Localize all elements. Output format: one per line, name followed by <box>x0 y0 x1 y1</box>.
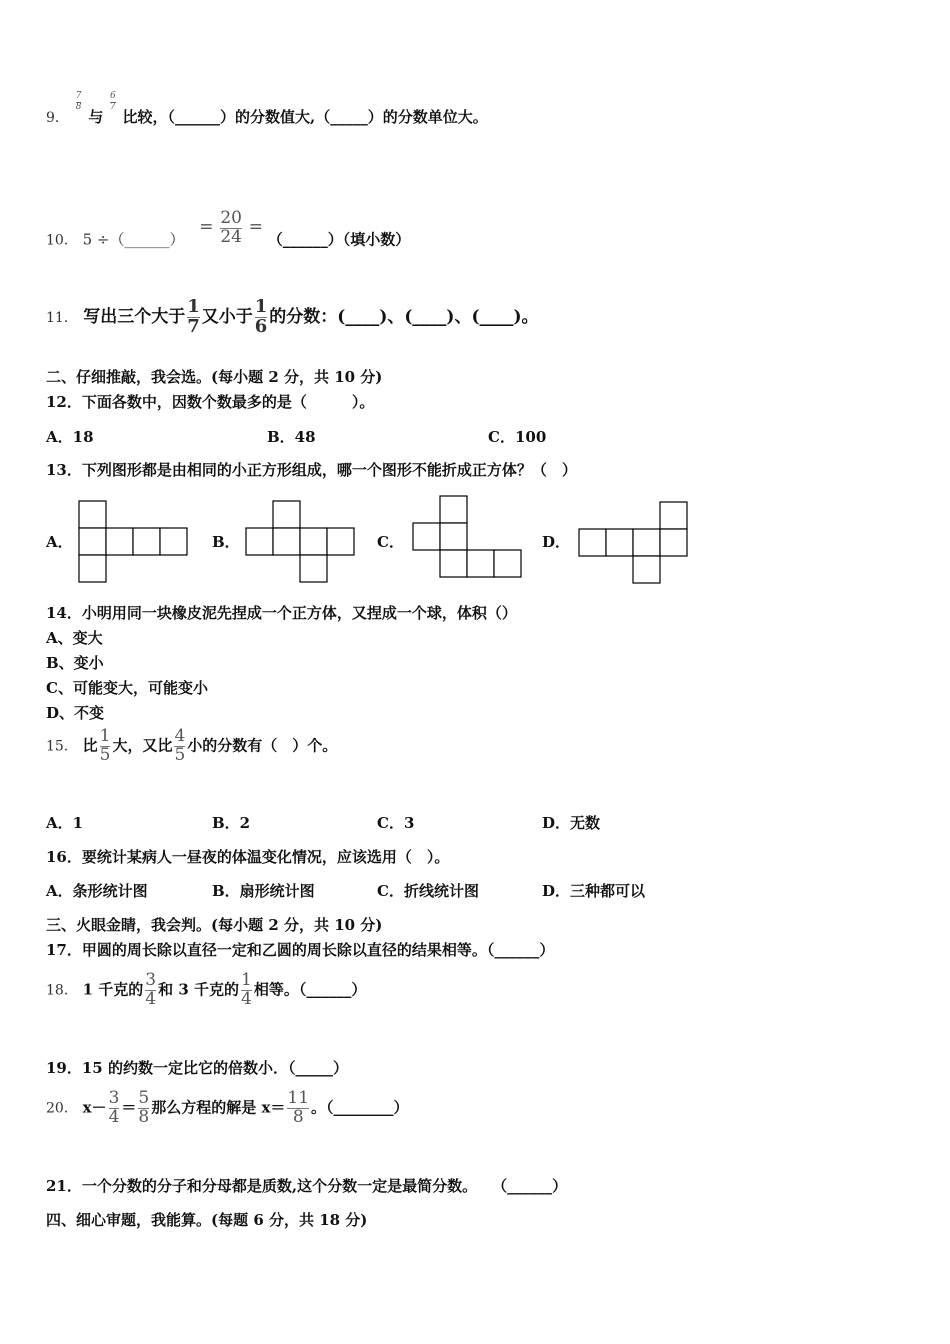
question-number: 9． <box>46 110 69 126</box>
fraction: $\frac{20}{24}$ <box>220 208 242 247</box>
section-4-heading: 四、细心审题，我能算。(每题 6 分，共 18 分) <box>46 1211 368 1229</box>
option-c: C．3 <box>377 814 415 832</box>
option-c: C．100 <box>488 428 547 446</box>
question-10: 10． 5 ÷（______） = $\frac{20}{24}$ = （______）（填小数） <box>46 208 411 249</box>
fraction: $\frac{1}{7}$ <box>187 296 200 337</box>
section-2-heading: 二、仔细推敲，我会选。(每小题 2 分，共 10 分) <box>46 368 383 386</box>
question-14: 14．小明用同一块橡皮泥先捏成一个正方体，又捏成一个球，体积（） <box>46 604 517 622</box>
option-b: B．扇形统计图 <box>212 882 315 900</box>
question-9: 9． $\frac{7}{8}$ 与 $\frac{6}{7}$ 比较，（______）的分数值大,（_____）的分数单位大。 <box>46 91 488 126</box>
question-18: 18． 1 千克的 $\frac{3}{4}$ 和 3 千克的 $\frac{1}{4}$ 相等。（______） <box>46 970 367 1009</box>
question-20: 20． x－ $\frac{3}{4}$ ＝ $\frac{5}{8}$ 那么方程的解是 x＝ $\frac{11}{8}$ 。（________） <box>46 1088 409 1127</box>
option-c: C．折线统计图 <box>377 882 479 900</box>
option-a: A、变大 <box>46 629 103 647</box>
option-b: B．2 <box>212 814 251 832</box>
question-15: 15． 比 $\frac{1}{5}$ 大，又比 $\frac{4}{5}$ 小的分数有（ ）个。 <box>46 726 338 765</box>
question-21: 21．一个分数的分子和分母都是质数,这个分数一定是最简分数。 （______） <box>46 1177 568 1195</box>
option-a: A．1 <box>46 814 84 832</box>
option-b: B、变小 <box>46 654 104 672</box>
option-c-label: C． <box>377 533 404 551</box>
question-12: 12．下面各数中，因数个数最多的是（ ）。 <box>46 393 375 411</box>
fraction: $\frac{3}{4}$ <box>145 970 157 1009</box>
question-13: 13．下列图形都是由相同的小正方形组成，哪一个图形不能折成正方体？（ ） <box>46 461 577 479</box>
fraction: $\frac{1}{5}$ <box>99 726 111 765</box>
cube-net-c <box>412 495 524 579</box>
option-a: A．条形统计图 <box>46 882 148 900</box>
cube-net-a <box>78 500 190 584</box>
option-d: D．三种都可以 <box>542 882 646 900</box>
fraction: $\frac{1}{6}$ <box>254 296 268 337</box>
fraction: $\frac{5}{8}$ <box>138 1088 150 1127</box>
option-d-label: D． <box>542 533 571 551</box>
question-19: 19．15 的约数一定比它的倍数小．（_____） <box>46 1059 348 1077</box>
fraction: $\frac{4}{5}$ <box>174 726 186 765</box>
option-c: C、可能变大，可能变小 <box>46 679 208 697</box>
cube-net-d <box>578 501 690 585</box>
fraction: $\frac{1}{4}$ <box>241 970 252 1009</box>
option-d: D．无数 <box>542 814 601 832</box>
option-d: D、不变 <box>46 704 105 722</box>
question-16: 16．要统计某病人一昼夜的体温变化情况，应该选用（ ）。 <box>46 848 450 866</box>
cube-net-b <box>245 500 357 584</box>
question-17: 17．甲圆的周长除以直径一定和乙圆的周长除以直径的结果相等。（______） <box>46 941 555 959</box>
section-3-heading: 三、火眼金睛，我会判。(每小题 2 分，共 10 分) <box>46 916 383 934</box>
option-a: A．18 <box>46 428 94 446</box>
option-b-label: B． <box>212 533 240 551</box>
question-11: 11． 写出三个大于 $\frac{1}{7}$ 又小于 $\frac{1}{6}$ 的分数：(____)、(____)、(____)。 <box>46 296 539 337</box>
option-a-label: A． <box>46 533 73 551</box>
option-b: B．48 <box>267 428 316 446</box>
fraction: $\frac{6}{7}$ <box>110 91 116 112</box>
fraction: $\frac{3}{4}$ <box>108 1088 120 1127</box>
fraction: $\frac{11}{8}$ <box>287 1088 310 1127</box>
fraction: $\frac{7}{8}$ <box>75 91 82 112</box>
